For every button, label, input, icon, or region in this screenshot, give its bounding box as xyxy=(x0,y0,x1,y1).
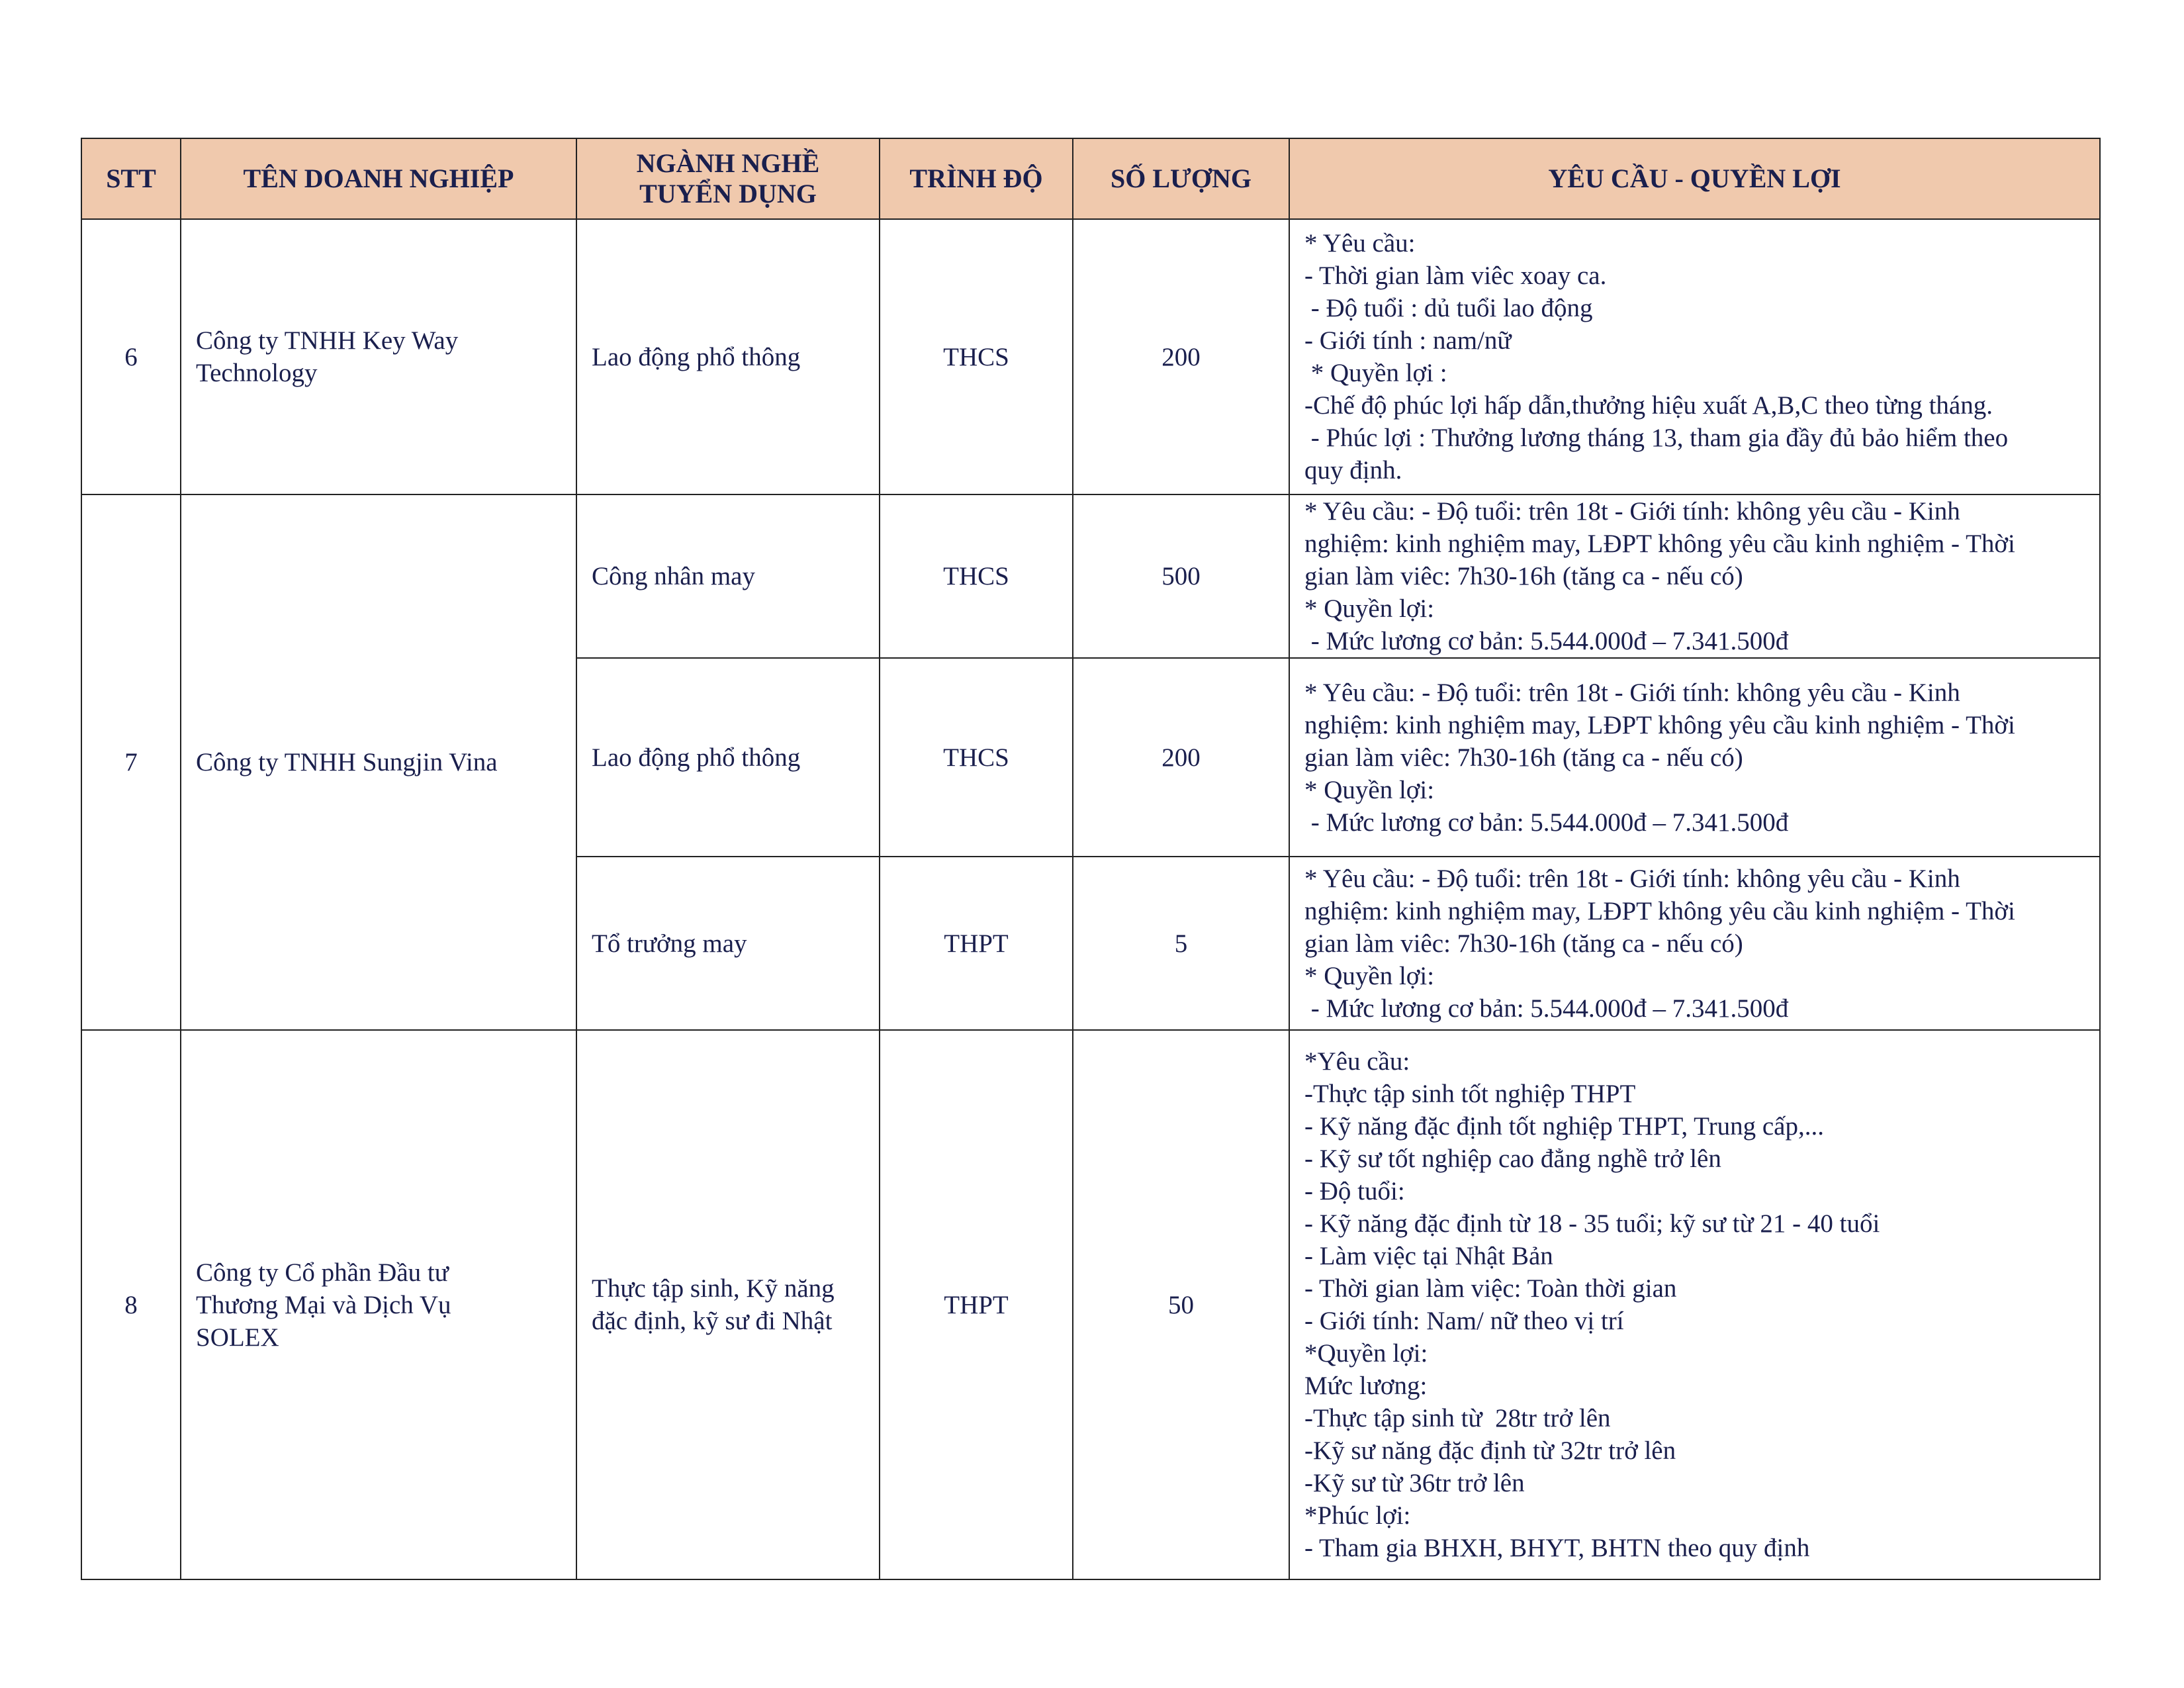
company-name-cell xyxy=(181,1030,576,1579)
company-name: Công ty TNHH Key Way Technology xyxy=(196,326,459,387)
table-row xyxy=(81,1030,2100,1579)
occupation: Công nhân may xyxy=(592,562,755,590)
details-text: *Yêu cầu: -Thực tập sinh tốt nghiệp THPT - Kỹ năng đặc định tốt nghiệp THPT, Trung cấp,... - Kỹ sư tốt nghiệp cao đẳng nghề trở lên - Độ tuổi: - Kỹ năng đặc định từ 18 - 35 tuổi; kỹ sư từ 21 - 40 tuổi - Làm việc tại Nhật Bản - Thời gian làm việc: Toàn thời gian - Giới tính: Nam/ nữ theo vị trí *Quyền lợi: Mức lương: -Thực tập sinh từ 28tr trở lên -Kỹ sư năng đặc định từ 32tr trở lên -Kỹ sư từ 36tr trở lên *Phúc lợi: - Tham gia BHXH, BHYT, BHTN theo quy định xyxy=(1304,1047,1880,1562)
occupation-cell xyxy=(576,494,880,658)
occupation: Lao động phổ thông xyxy=(592,342,801,371)
header-quantity: SỐ LƯỢNG xyxy=(1073,138,1289,219)
company-name: Công ty TNHH Sungjin Vina xyxy=(196,748,498,776)
company-name-cell xyxy=(181,494,576,1030)
company-name: Công ty Cổ phần Đầu tư Thương Mại và Dịch Vụ SOLEX xyxy=(196,1258,451,1352)
quantity-cell: 200 xyxy=(1073,219,1289,494)
quantity-cell: 50 xyxy=(1073,1030,1289,1579)
quantity-cell: 500 xyxy=(1073,494,1289,658)
level-cell: THCS xyxy=(880,494,1073,658)
details-text: * Yêu cầu: - Thời gian làm viêc xoay ca. - Độ tuổi : dủ tuổi lao động - Giới tính : nam/nữ * Quyền lợi : -Chế độ phúc lợi hấp dẫn,thưởng hiệu xuất A,B,C theo từng tháng. - Phúc lợi : Thưởng lương tháng 13, tham gia đầy đủ bảo hiểm theo quy định. xyxy=(1304,229,2009,485)
occupation: Lao động phổ thông xyxy=(592,743,801,772)
details-cell xyxy=(1289,494,2100,658)
stt-cell: 7 xyxy=(81,494,181,1030)
occupation: Thực tập sinh, Kỹ năng đặc định, kỹ sư đi Nhật xyxy=(592,1274,835,1335)
details-text: * Yêu cầu: - Độ tuổi: trên 18t - Giới tính: không yêu cầu - Kinh nghiệm: kinh nghiệm may, LĐPT không yêu cầu kinh nghiệm - Thời gian làm viêc: 7h30-16h (tăng ca - nếu có) * Quyền lợi: - Mức lương cơ bản: 5.544.000đ – 7.341.500đ xyxy=(1304,497,2015,655)
occupation: Tổ trưởng may xyxy=(592,929,747,958)
occupation-cell xyxy=(576,219,880,494)
level-cell: THPT xyxy=(880,1030,1073,1579)
details-text: * Yêu cầu: - Độ tuổi: trên 18t - Giới tính: không yêu cầu - Kinh nghiệm: kinh nghiệm may, LĐPT không yêu cầu kinh nghiệm - Thời gian làm viêc: 7h30-16h (tăng ca - nếu có) * Quyền lợi: - Mức lương cơ bản: 5.544.000đ – 7.341.500đ xyxy=(1304,864,2015,1023)
details-cell xyxy=(1289,857,2100,1030)
header-requirements: YÊU CẦU - QUYỀN LỢI xyxy=(1289,138,2100,219)
details-cell xyxy=(1289,219,2100,494)
occupation-cell xyxy=(576,1030,880,1579)
header-row xyxy=(81,138,2100,219)
header-company: TÊN DOANH NGHIỆP xyxy=(181,138,576,219)
level-cell: THPT xyxy=(880,857,1073,1030)
header-level: TRÌNH ĐỘ xyxy=(880,138,1073,219)
occupation-cell xyxy=(576,857,880,1030)
quantity-cell: 200 xyxy=(1073,658,1289,857)
level-cell: THCS xyxy=(880,219,1073,494)
table-row xyxy=(81,494,2100,658)
stt-cell: 6 xyxy=(81,219,181,494)
level-cell: THCS xyxy=(880,658,1073,857)
quantity-cell: 5 xyxy=(1073,857,1289,1030)
details-text: * Yêu cầu: - Độ tuổi: trên 18t - Giới tính: không yêu cầu - Kinh nghiệm: kinh nghiệm may, LĐPT không yêu cầu kinh nghiệm - Thời gian làm viêc: 7h30-16h (tăng ca - nếu có) * Quyền lợi: - Mức lương cơ bản: 5.544.000đ – 7.341.500đ xyxy=(1304,678,2015,837)
details-cell xyxy=(1289,1030,2100,1579)
company-name-cell xyxy=(181,219,576,494)
occupation-cell xyxy=(576,658,880,857)
table-row xyxy=(81,219,2100,494)
stt-cell: 8 xyxy=(81,1030,181,1579)
header-occupation: NGÀNH NGHỀ TUYỂN DỤNG xyxy=(576,138,880,219)
header-stt: STT xyxy=(81,138,181,219)
details-cell xyxy=(1289,658,2100,857)
recruitment-table xyxy=(81,138,2101,1580)
